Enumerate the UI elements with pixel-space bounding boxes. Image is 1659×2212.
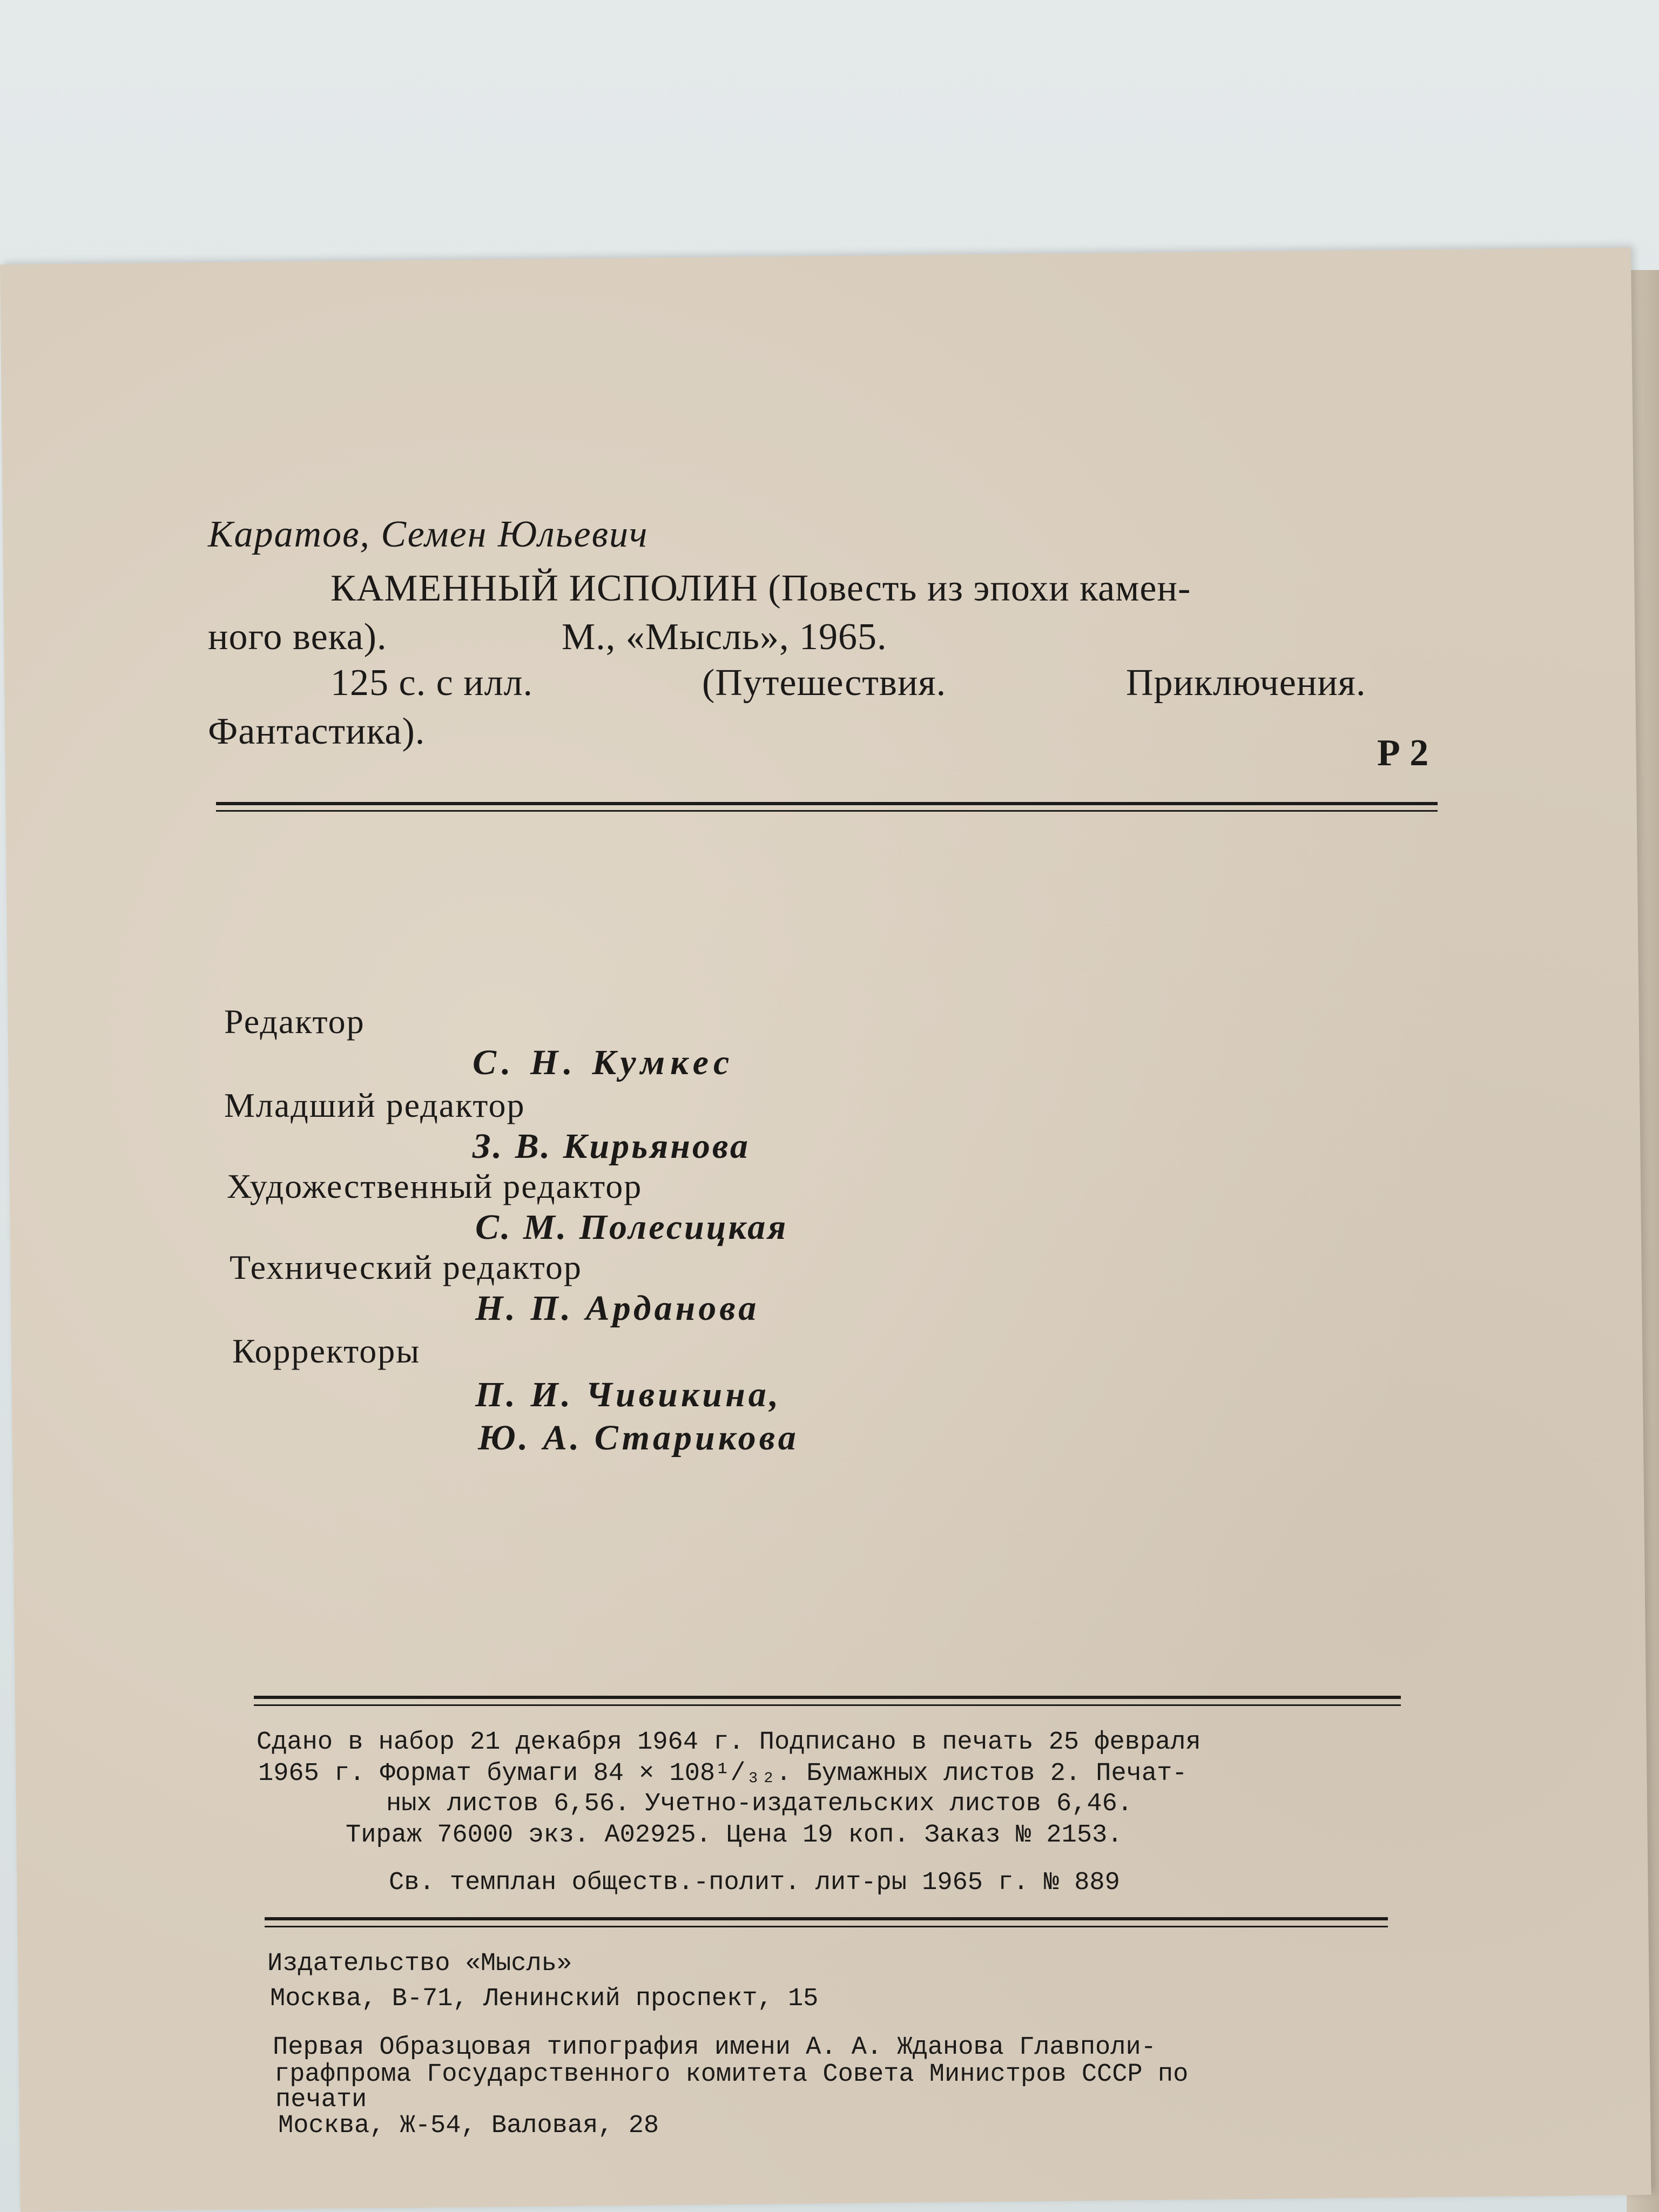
author-name: Каратов, Семен Юльевич bbox=[208, 514, 649, 555]
credit-role-editor: Редактор bbox=[224, 1002, 365, 1041]
divider-imprint-top-thin bbox=[254, 1704, 1401, 1706]
credit-person-editor: С. Н. Кумкес bbox=[473, 1043, 735, 1082]
credit-person-proofreader-1: П. И. Чивикина, bbox=[475, 1375, 782, 1414]
credit-person-tech-editor: Н. П. Арданова bbox=[475, 1289, 760, 1328]
series-part-2: Приключения. bbox=[1126, 662, 1366, 704]
imprint-line-3: ных листов 6,56. Учетно-издательских листов 6,46. bbox=[386, 1790, 1133, 1818]
imprint-line-2: 1965 г. Формат бумаги 84 × 108¹/₃₂. Бумажных листов 2. Печат- bbox=[258, 1759, 1188, 1788]
credit-person-junior-editor: З. В. Кирьянова bbox=[473, 1127, 750, 1166]
title-line-2a: ного века). bbox=[208, 616, 387, 658]
series-part-1: (Путешествия. bbox=[702, 662, 947, 704]
divider-publisher-top-thin bbox=[265, 1926, 1388, 1927]
divider-top-thin bbox=[216, 810, 1438, 812]
divider-imprint-top bbox=[254, 1696, 1401, 1699]
credit-role-art-editor: Художественный редактор bbox=[227, 1167, 643, 1205]
printer-address: Москва, Ж-54, Валовая, 28 bbox=[278, 2112, 659, 2140]
publisher-name: Издательство «Мысль» bbox=[267, 1950, 572, 1978]
imprint-line-1: Сдано в набор 21 декабря 1964 г. Подписано в печать 25 февраля bbox=[257, 1728, 1201, 1757]
divider-top-thick bbox=[216, 802, 1438, 805]
title-line-1: КАМЕННЫЙ ИСПОЛИН (Повесть из эпохи камен- bbox=[331, 568, 1191, 609]
imprint-line-5: Св. темплан обществ.-полит. лит-ры 1965 г. № 889 bbox=[389, 1869, 1120, 1897]
title-line-2b: М., «Мысль», 1965. bbox=[562, 616, 887, 658]
credit-person-proofreader-2: Ю. А. Старикова bbox=[478, 1418, 799, 1458]
printer-line-1: Первая Образцовая типография имени А. А. Жданова Главполи- bbox=[273, 2033, 1156, 2062]
printer-line-2: графпрома Государственного комитета Совета Министров СССР по bbox=[274, 2060, 1189, 2089]
printer-line-3: печати bbox=[275, 2086, 367, 2114]
credit-person-art-editor: С. М. Полесицкая bbox=[475, 1208, 788, 1247]
pages-count: 125 с. с илл. bbox=[331, 662, 533, 704]
credit-role-proofreaders: Корректоры bbox=[232, 1332, 421, 1370]
imprint-line-4: Тираж 76000 экз. А02925. Цена 19 коп. Заказ № 2153. bbox=[346, 1821, 1123, 1850]
classification-code: Р 2 bbox=[1377, 732, 1429, 774]
divider-publisher-top bbox=[265, 1917, 1388, 1920]
credit-role-tech-editor: Технический редактор bbox=[230, 1248, 582, 1286]
credit-role-junior-editor: Младший редактор bbox=[224, 1086, 525, 1124]
series-part-3: Фантастика). bbox=[208, 711, 426, 752]
publisher-address: Москва, В-71, Ленинский проспект, 15 bbox=[270, 1985, 819, 2013]
